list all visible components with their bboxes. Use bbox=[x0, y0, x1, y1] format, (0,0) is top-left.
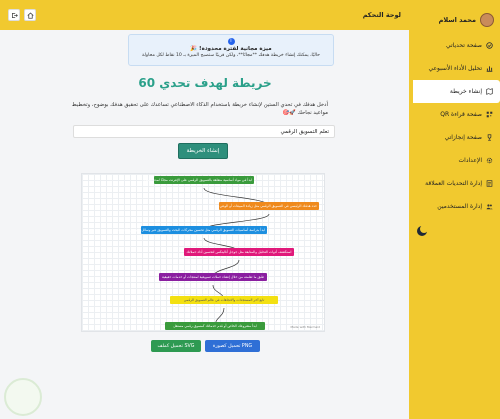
home-button[interactable] bbox=[24, 9, 36, 21]
map-watermark: Made with Mermaid bbox=[290, 325, 320, 329]
sidebar bbox=[409, 0, 500, 419]
sidebar-item-settings[interactable] bbox=[409, 149, 500, 172]
sidebar-item-label: إنشاء خريطة bbox=[449, 88, 482, 95]
sidebar-item-qr[interactable] bbox=[409, 103, 500, 126]
page-title: خريطة لهدف تحدي 60 bbox=[138, 76, 272, 90]
sidebar-item-label: إدارة التحديات العملاقة bbox=[425, 180, 482, 187]
map-node: ابدأ مشروعك الخاص أو قدم خدماتك كمسوق رقمي مستقل bbox=[165, 322, 265, 330]
moon-icon[interactable] bbox=[417, 226, 427, 236]
sidebar-item-label: الإعدادات bbox=[458, 157, 482, 164]
map-node: ابدأ في مواد أساسية متعلقة بالتسويق الرقمي على الإنترنت مجانًا لمدة أسبوع bbox=[143, 178, 252, 182]
topbar bbox=[0, 0, 409, 30]
check-icon bbox=[486, 42, 493, 49]
logout-button[interactable] bbox=[8, 9, 20, 21]
sidebar-item-manage-users[interactable] bbox=[409, 195, 500, 218]
notice-title: ميزة مجانية لفترة محدودة! 🎉 bbox=[190, 46, 272, 52]
sidebar-item-label: صفحة تحدياتي bbox=[446, 42, 482, 49]
sidebar-item-label: صفحة إنجازاتي bbox=[444, 134, 482, 141]
sidebar-nav bbox=[409, 34, 500, 218]
trophy-icon bbox=[486, 134, 493, 141]
sidebar-item-label: تحليل الأداء الأسبوعي bbox=[428, 65, 482, 72]
download-png-button[interactable]: تحميل كصورة PNG bbox=[205, 340, 260, 352]
create-map-button[interactable]: إنشاء الخريطة bbox=[178, 143, 228, 159]
users-icon bbox=[486, 203, 493, 210]
free-feature-notice bbox=[128, 34, 334, 66]
goal-map-diagram bbox=[81, 173, 325, 332]
map-node: تابع آخر المستجدات والاتجاهات في عالم التسويق الرقمي bbox=[170, 296, 278, 304]
map-node: حدد هدفك الرئيسي في التسويق الرقمي مثل زيادة المبيعات أو الوعي bbox=[219, 204, 317, 208]
sidebar-item-create-map[interactable] bbox=[413, 80, 500, 103]
notice-text: حاليًا، يمكنك إنشاء خريطة هدفك **مجانًا**، ولكن قريبًا ستصبح الميزة بـ 10 نقاط لكل محاولة bbox=[142, 53, 320, 58]
chart-icon bbox=[486, 65, 493, 72]
logout-icon bbox=[11, 12, 18, 19]
home-icon bbox=[27, 12, 34, 19]
goal-input[interactable] bbox=[73, 125, 335, 138]
download-svg-button[interactable]: تحميل كملف SVG bbox=[151, 340, 201, 352]
page-header-title: لوحة التحكم bbox=[362, 11, 401, 19]
sidebar-item-weekly-analysis[interactable] bbox=[409, 57, 500, 80]
qr-icon bbox=[486, 111, 493, 118]
map-node: ابدأ بدراسة أساسيات التسويق الرقمي مثل تحسين محركات البحث والتسويق عبر وسائل التواصل الاجتماعي bbox=[114, 228, 265, 232]
sidebar-item-manage-challenges[interactable] bbox=[409, 172, 500, 195]
sidebar-item-my-challenges[interactable] bbox=[409, 34, 500, 57]
sidebar-item-label: إدارة المستخدمين bbox=[437, 203, 482, 210]
map-node: طبق ما تعلمته من خلال إنشاء حملات تسويقية لمنتجات أو خدمات حقيقية bbox=[159, 273, 267, 281]
info-icon: i bbox=[228, 38, 235, 45]
gear-icon bbox=[486, 157, 493, 164]
list-icon bbox=[486, 180, 493, 187]
intro-text: أدخل هدفك في تحدي الستين لإنشاء خريطة باستخدام الذكاء الاصطناعي تساعدك على تحقيق هدفك بوضوح، وتخطيط مواعيد نجاحك 🚀🎯 bbox=[71, 102, 328, 117]
sidebar-item-achievements[interactable] bbox=[409, 126, 500, 149]
user-name: محمد اسلام bbox=[438, 15, 476, 24]
sidebar-item-label: صفحة قراءة QR bbox=[440, 111, 482, 118]
user-profile[interactable] bbox=[409, 0, 500, 30]
map-icon bbox=[486, 88, 493, 95]
avatar bbox=[480, 13, 494, 27]
logo-watermark bbox=[4, 378, 42, 416]
map-node: استكشف أدوات التحليل والمتابعة مثل جوجل أناليتكس لتحسين أداء حملاتك bbox=[184, 248, 294, 256]
